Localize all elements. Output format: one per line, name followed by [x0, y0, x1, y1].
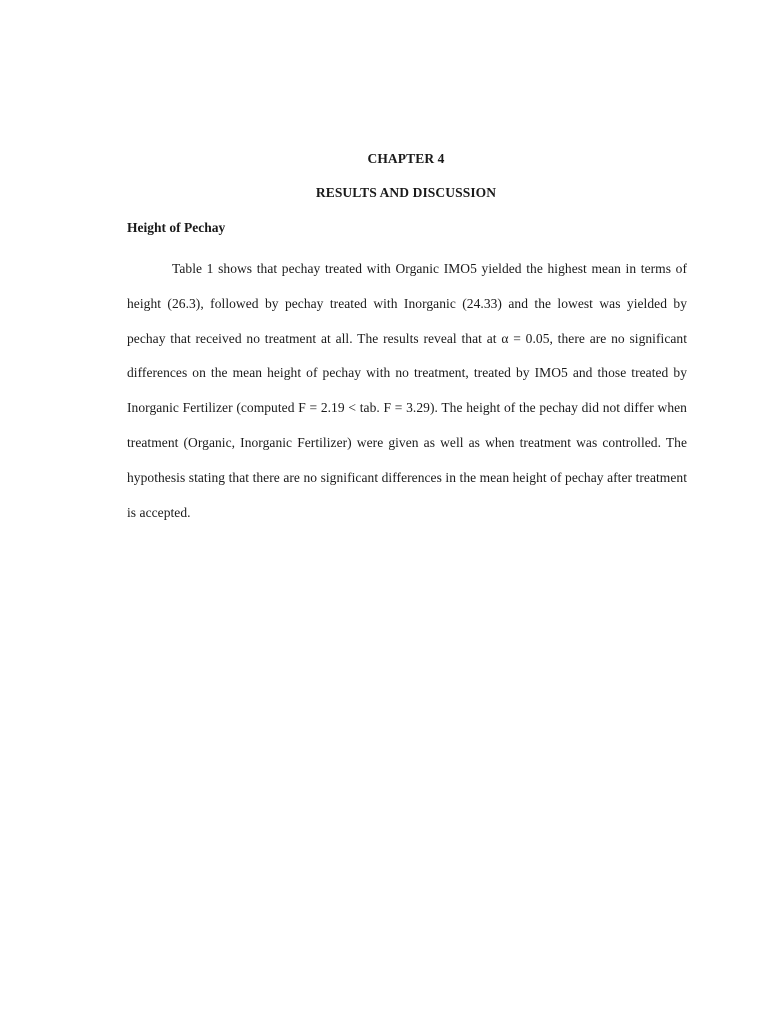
body-paragraph: Table 1 shows that pechay treated with Organic IMO5 yielded the highest mean in terms of height (26.3), followed by pechay treated with Inorganic (24.33) and the lowest was yielded by pechay that received no treatment at all. The results reveal that at α = 0.05, there are no significant differences on the mean height of pechay with no treatment, treated by IMO5 and those treated by Inorganic Fertilizer (computed F = 2.19 < tab. F = 3.29). The height of the pechay did not differ when treatment (Organic, Inorganic Fertilizer) were given as well as when treatment was controlled. The hypothesis stating that there are no significant differences in the mean height of pechay after treatment is accepted.: [127, 261, 687, 520]
subsection-heading: Height of Pechay: [127, 220, 226, 235]
chapter-heading: CHAPTER 4: [367, 151, 445, 166]
section-title: RESULTS AND DISCUSSION: [315, 185, 497, 200]
